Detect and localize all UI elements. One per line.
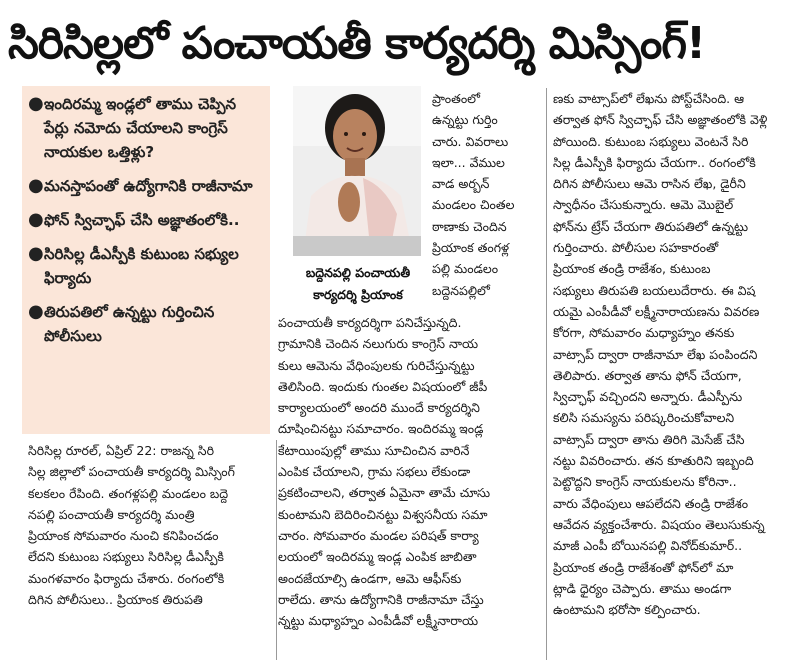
article-column-2-top xyxy=(432,88,540,301)
bullet-icon: ● xyxy=(28,209,44,230)
text-line: తర్వాత ఫోన్ స్విచ్ఛాఫ్ చేసి అజ్ఞాతంలోకి వెళ్లి xyxy=(553,112,768,128)
text-line: ప్రియాంక సోమవారం నుంచి కనిపించడం xyxy=(28,528,219,544)
text-line: ఠాణాకు చెందిన xyxy=(432,218,507,234)
text-line: కార్యాలయంలో అందరి ముందే కార్యదర్శిని xyxy=(278,400,480,416)
headline: సిరిసిల్లలో పంచాయతీ కార్యదర్శి మిస్సింగ్! xyxy=(8,18,706,69)
text-line: కేటాయింపుల్లో తాము సూచించిన వారినే xyxy=(278,442,470,458)
text-line: ణకు వాట్సాప్‌లో లేఖను పోస్ట్‌చేసింది. ఆ xyxy=(553,91,745,106)
bullet-icon: ● xyxy=(28,175,44,196)
bullet-icon: ● xyxy=(28,243,44,264)
text-line: వాడ అర్బన్ xyxy=(432,176,490,192)
text-line: పల్లి మండలం xyxy=(432,261,499,277)
highlight-text: సిరిసిల్ల డీఎస్పీకి కుటుంబ సభ్యుల ఫిర్యాదు xyxy=(44,245,239,287)
bullet-icon: ● xyxy=(28,301,44,322)
text-line: తెలిసింది. ఇందుకు గుంతల విషయంలో జీపీ xyxy=(278,378,488,394)
text-line: గ్రామానికి చెందిన నలుగురు కాంగ్రెస్ నాయ xyxy=(278,336,479,352)
column-divider xyxy=(546,88,547,660)
text-line: ఎంపిక చేయాలని, గ్రామ సభలు లేకుండా xyxy=(278,464,471,480)
text-line: కలిసి సమస్యను పరిష్కరించుకోవాలని xyxy=(553,410,735,426)
highlight-text: తిరుపతిలో ఉన్నట్టు గుర్తించిన పోలీసులు xyxy=(44,303,215,345)
highlight-text: ఫోన్ స్విచ్ఛాఫ్ చేసి అజ్ఞాతంలోకి.. xyxy=(44,211,240,229)
text-line: సభ్యులు తిరుపతి బయలుదేరారు. ఈ విష xyxy=(553,282,756,298)
highlight-item xyxy=(28,300,264,348)
text-line: ప్రకటించాలని, తర్వాత ఏమైనా తామే చూసు xyxy=(278,485,491,501)
text-line: కుంటామని బెదిరించినట్టు విశ్వసనీయ సమా xyxy=(278,506,488,522)
text-line: ప్రియాంక తంగళ్ల xyxy=(432,240,510,256)
highlight-text: మనస్తాపంతో ఉద్యోగానికి రాజీనామా xyxy=(44,177,253,195)
text-line: వాట్సాప్ ద్వారా తాను తిరిగి మెసేజ్ చేసి xyxy=(553,431,745,447)
text-line: లయంలో ఇందిరమ్మ ఇండ్ల ఎంపిక జాబితా xyxy=(278,549,477,565)
highlight-item xyxy=(28,92,264,164)
text-line: ఆవేదన వ్యక్తంచేశారు. విషయం తెలుసుకున్న xyxy=(553,516,765,532)
text-line: గుర్తించారు. పోలీసుల సహకారంతో xyxy=(553,240,719,256)
text-line: మంగళవారం ఫిర్యాదు చేశారు. రంగంలోకి xyxy=(28,570,225,586)
text-line: ప్రియాంక తండ్రి రాజేశంతో ఫోన్‌లో మా xyxy=(553,559,734,575)
text-line: అందజేయాల్సి ఉండగా, ఆమె ఆఫీస్‌కు xyxy=(278,570,462,586)
highlight-text: ఇందిరమ్మ ఇండ్లలో తాము చెప్పిన పేర్లు నమోదు చేయాలని కాంగ్రెస్ నాయకుల ఒత్తిళ్లు? xyxy=(44,95,236,161)
article-column-3 xyxy=(553,88,793,620)
text-line: ప్రాంతంలో xyxy=(432,91,481,106)
text-line: చారు. వివరాలు xyxy=(432,133,509,149)
text-line: పోయింది. కుటుంబ సభ్యులు వెంటనే సిరి xyxy=(553,133,749,149)
highlight-item xyxy=(28,242,264,290)
text-line: ఇలా... వేముల xyxy=(432,154,505,170)
text-line: సిరిసిల్ల రూరల్, ఏప్రిల్ 22: రాజన్న సిరి xyxy=(28,443,214,458)
text-line: ప్రియాంక తండ్రి రాజేశం, కుటుంబ xyxy=(553,261,711,277)
portrait-illustration xyxy=(293,86,421,256)
text-line: స్విచ్ఛాఫ్ వచ్చిందని అన్నారు. డీఎస్పీను xyxy=(553,389,743,405)
highlights-box xyxy=(22,86,270,434)
text-line: సిల్ల డీఎస్పీకి ఫిర్యాదు చేయగా.. రంగంలోకి xyxy=(553,154,756,170)
text-line: వారు వేధింపులు ఆపలేదని తండ్రి రాజేశం xyxy=(553,495,749,511)
text-line: స్వాధీనం చేసుకున్నారు. ఆమె మొబైల్ xyxy=(553,197,734,213)
column-divider xyxy=(276,440,277,660)
text-line: కులు ఆమెను వేధింపులకు గురిచేస్తున్నట్టు xyxy=(278,357,475,373)
text-line: సిల్ల జిల్లాలో పంచాయతీ కార్యదర్శి మిస్సింగ్ xyxy=(28,464,235,480)
text-line: నపల్లి పంచాయతీ కార్యదర్శి మంత్రి xyxy=(28,506,195,522)
text-line: కలకలం రేపింది. తంగళ్లపల్లి మండలం బద్దె xyxy=(28,485,229,501)
text-line: ఉన్నట్టు గుర్తిం xyxy=(432,112,498,128)
highlight-item xyxy=(28,208,264,232)
text-line: కోరగా, సోమవారం మధ్యాహ్నం తనకు xyxy=(553,325,735,341)
text-line: పెట్టొద్దని కాంగ్రెస్ నాయకులను కోరినా.. xyxy=(553,474,737,490)
text-line: దిగిన పోలీసులు ఆమె రాసిన లేఖ, డైరీని xyxy=(553,176,746,192)
article-column-2-bottom xyxy=(278,312,542,631)
text-line: దూషించినట్టు సమాచారం. ఇందిరమ్మ ఇండ్ల xyxy=(278,421,484,437)
text-line: న్నట్టు మధ్యాహ్నం ఎంపీడీవో లక్ష్మీనారాయ xyxy=(278,613,479,629)
text-line: మాజీ ఎంపీ బోయినపల్లి వినోద్‌కుమార్.. xyxy=(553,538,743,554)
text-line: చారం. సోమవారం మండల పరిషత్ కార్యా xyxy=(278,527,479,543)
text-line: దిగిన పోలీసులు.. ప్రియాంక తిరుపతి xyxy=(28,592,203,608)
text-line: వాట్సాప్ ద్వారా రాజీనామా లేఖ పంపిందని xyxy=(553,346,758,362)
highlight-item xyxy=(28,174,264,198)
bullet-icon: ● xyxy=(28,93,44,114)
text-line: బద్దెనపల్లిలో xyxy=(432,282,490,298)
text-line: లేదని కుటుంబ సభ్యులు సిరిసిల్ల డీఎస్పీకి xyxy=(28,549,224,565)
text-line: మండలం చింతల xyxy=(432,197,515,213)
text-line: నట్టు వివరించారు. తన కూతురిని ఇబ్బంది xyxy=(553,453,754,469)
text-line: పంచాయతీ కార్యదర్శిగా పనిచేస్తున్నది. xyxy=(278,315,462,330)
text-line: ఉంటామని భరోసా కల్పించారు. xyxy=(553,602,701,618)
text-line: తెలిపారు. తర్వాత తాను ఫోన్ చేయగా, xyxy=(553,367,742,383)
text-line: యమై ఎంపీడీవో లక్ష్మీనారాయణను వివరణ xyxy=(553,303,760,319)
text-line: రాలేదు. తాను ఉద్యోగానికి రాజీనామా చేస్తు xyxy=(278,591,484,607)
text-line: ట్లాడి ధైర్యం చెప్పారు. తాము అండగా xyxy=(553,580,732,596)
portrait-photo xyxy=(293,86,421,256)
article-column-1 xyxy=(28,440,276,610)
photo-caption: బద్దెనపల్లి పంచాయతీ కార్యదర్శి ప్రియాంక xyxy=(305,265,411,302)
text-line: ఫోన్‌ను ట్రేస్ చేయగా తిరుపతిలో ఉన్నట్టు xyxy=(553,218,749,234)
